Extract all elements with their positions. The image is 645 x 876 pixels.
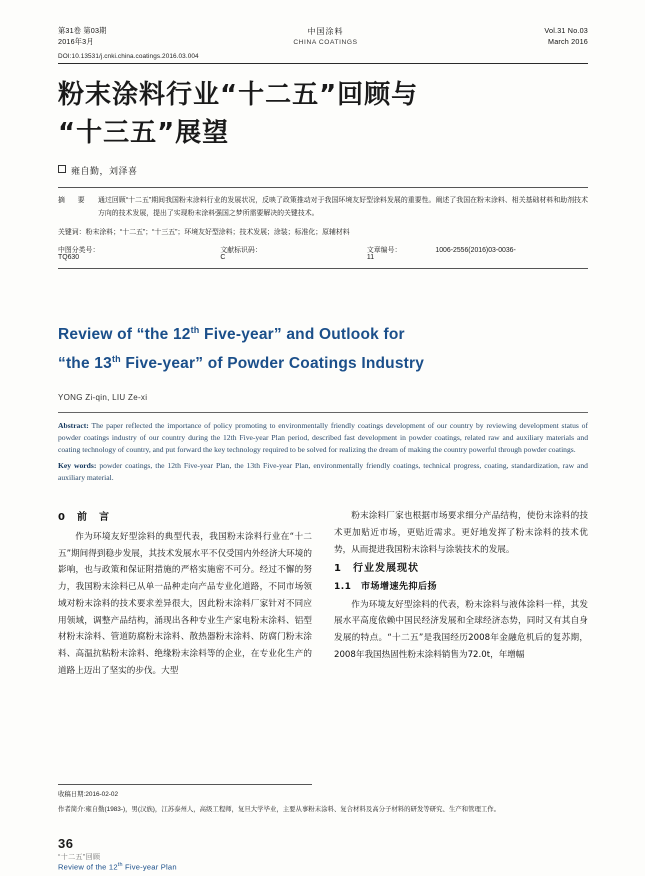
volume-issue-en: Vol.31 No.03 [544, 26, 588, 35]
keywords-cn-text: 粉末涂料；“十二五”；“十三五”；环境友好型涂料；技术发展；涂装；标准化；原辅材料 [85, 228, 350, 236]
running-title-en-b: Five-year Plan [122, 862, 177, 872]
abstract-en [58, 412, 588, 485]
title-en-l1a: Review of “the 12 [58, 326, 191, 344]
authors-cn [58, 164, 588, 177]
body-paragraph-right-1: 粉末涂料厂家也根据市场要求细分产品结构，使份末涂料的技术更加贴近市场，更贴近需求。更好地发挥了粉末涂料的技术优势，从而提进我国粉末涂料与涂装技术的发展。 [334, 511, 588, 555]
article-title-cn-line1: 粉末涂料行业“十二五”回顾与 [58, 79, 419, 110]
authors-cn-text: 雍自勤，刘泽喜 [71, 166, 138, 177]
authors-en: YONG Zi-qin, LIU Ze-xi [58, 392, 148, 402]
doc-value: C [220, 254, 226, 262]
page-header [58, 26, 588, 48]
abstract-en-label: Abstract: [58, 420, 89, 430]
keywords-cn [58, 227, 588, 239]
keywords-en-text: powder coatings, the 12th Five-year Plan, the 13th Five-year Plan, environmentally friendly coatings, technical progress, coating, standardization, raw and auxiliary material. [58, 460, 588, 483]
abstract-cn-label: 摘 要 [58, 197, 88, 205]
abstract-en-text: The paper reflected the importance of policy promoting to environmentally friendly coatings development of our country by reviewing development status of powder coatings industry of our country during the 12th Five-year Plan period, described fast development in powder coatings, related raw and auxiliary materials and coating technology of country, and put forward the key technology required to be solved for realizing the dream of making the country powerful through powder coatings. [58, 420, 588, 454]
abstract-en-para [58, 420, 588, 456]
abstract-cn-box [58, 187, 588, 269]
subsection-heading-1-1: 1.1 市场增速先抑后扬 [334, 582, 437, 593]
body-paragraph-left-1: 作为环境友好型涂料的典型代表，我国粉末涂料行业在“十二五”期间得到稳步发展，其技术发展水平不仅受国内外经济大环境的影响，也与政策和保证附措施的严格实施密不可分。经过不懈的努力，我国粉末涂料已从单一品种走向产品专业化道路，不同市场领域对粉末涂料的技术要求差异很大，因此粉末涂料厂家针对不同应用领域，调整产品结构，涌现出各种专业生产家电粉末涂料、铝型材粉末涂料、管道防腐粉末涂料、散热器粉末涂料、防腐门粉末涂料、高温抗粘粉末涂料、绝缘粉末涂料等的企业，在专业化生产的道路上迈出了坚实的步伐。大型 [58, 531, 312, 676]
article-title-cn-line2: “十三五”展望 [58, 117, 230, 148]
title-en-l2a: “the 13 [58, 354, 112, 372]
section-heading-1: 1 行业发展现状 [334, 562, 419, 574]
art-value: 1006-2556(2016)03-0036-11 [366, 247, 516, 262]
footnote-divider [58, 784, 312, 785]
article-title-en [58, 321, 588, 378]
body-column-left [58, 508, 312, 679]
journal-title-cn: 中国涂料 [307, 27, 344, 36]
issue-date: 2016年3月 [58, 36, 94, 46]
article-title-en-line1 [58, 321, 588, 350]
journal-title-en: CHINA COATINGS [293, 39, 358, 46]
footnotes [58, 784, 588, 815]
page-number: 36 [58, 836, 74, 851]
doc-code [220, 244, 333, 261]
page-content [58, 26, 588, 680]
footnote-received: 收稿日期:2016-02-02 [58, 791, 119, 798]
cls-value: TQ630 [58, 254, 80, 262]
page-footer [58, 836, 588, 872]
footnote-bio: 作者简介:雍自勤(1983-)，男(汉族)，江苏泰州人，高级工程师，复旦大学毕业，主要从事粉末涂料、复合材料及高分子材料的研发等研究、生产和管理工作。 [58, 806, 501, 814]
body-column-right [334, 508, 588, 679]
article-title-en-line2 [58, 350, 588, 379]
issue-date-en: March 2016 [548, 36, 588, 46]
abstract-cn-row [58, 195, 588, 221]
article-title-cn [58, 77, 588, 152]
cls-number [58, 244, 186, 261]
running-title-en-sup: th [117, 862, 123, 868]
header-right [544, 26, 588, 48]
keywords-en [58, 460, 588, 484]
doc-label: 文献标识码： [220, 247, 262, 255]
body-paragraph-right-2: 作为环境友好型涂料的代表，粉末涂料与液体涂料一样，其发展水平高度依赖中国民经济发展和全球经济态势，同时又有其自身发展的特点。“十二五”是我国经历2008年金融危机后的复苏期，2008年我国热固性粉末涂料销售为72.0t，年增幅 [334, 599, 588, 660]
bullet-square-icon [58, 165, 66, 173]
volume-issue: 第31卷 第03期 [58, 26, 107, 35]
cls-label: 中图分类号： [58, 247, 100, 255]
title-en-l1b: Five-year” and Outlook for [199, 326, 405, 344]
classification-line [58, 244, 588, 261]
body-columns [58, 508, 588, 679]
keywords-cn-label: 关键词： [58, 228, 86, 236]
section-heading-0: 0 前 言 [58, 512, 110, 524]
art-label: 文章编号： [366, 247, 402, 255]
title-en-l2sup: th [111, 353, 121, 364]
running-title-cn: “十二五”回顾 [58, 854, 101, 861]
journal-title [293, 26, 357, 48]
running-title-en [58, 862, 588, 872]
title-en-l2b: Five-year” of Powder Coatings Industry [120, 354, 425, 372]
running-title-en-a: Review of the 12 [58, 862, 118, 872]
doi-line: DOI:10.13531/j.cnki.china.coatings.2016.03.004 [58, 52, 199, 60]
article-id [367, 244, 554, 261]
header-divider [58, 63, 588, 64]
header-left [58, 26, 107, 48]
keywords-en-label: Key words: [58, 460, 97, 470]
title-en-l1sup: th [190, 325, 200, 336]
abstract-cn-text: 通过回顾“十二五”期间我国粉末涂料行业的发展状况，反映了政策推动对于我国环境友好型涂料发展的重要性。阐述了我国在粉末涂料、相关基础材料和助剂技术方向的技术发展，提出了实现粉末涂料强国之梦所需要解决的关键技术。 [98, 197, 588, 218]
